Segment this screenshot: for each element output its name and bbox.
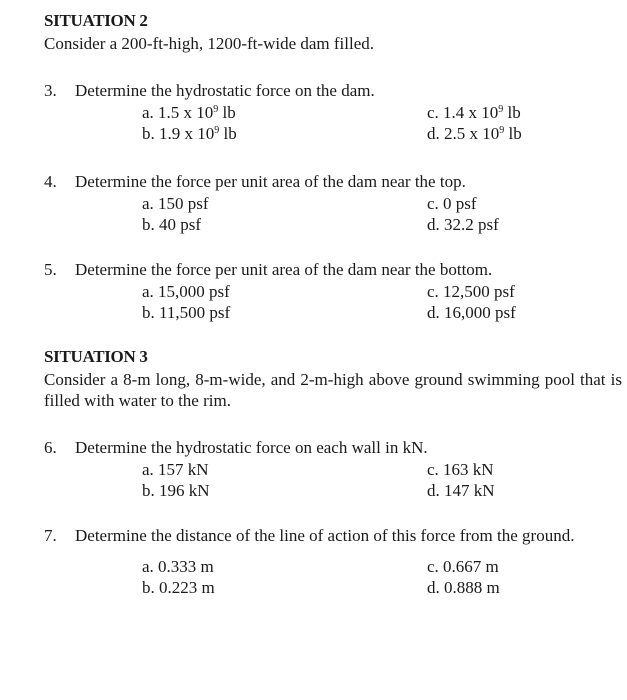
question-5-option-d[interactable]: d. 16,000 psf <box>427 303 516 322</box>
question-7-options <box>142 556 622 598</box>
situation-2-description: Consider a 200-ft-high, 1200-ft-wide dam filled. <box>44 34 375 53</box>
question-6-options <box>142 459 622 501</box>
question-4-text: Determine the force per unit area of the dam near the top. <box>75 172 466 191</box>
question-3 <box>44 80 622 144</box>
question-4-options <box>142 193 622 235</box>
question-6-text: Determine the hydrostatic force on each wall in kN. <box>75 438 428 457</box>
question-3-text: Determine the hydrostatic force on the dam. <box>75 81 375 100</box>
question-5-option-a[interactable]: a. 15,000 psf <box>142 282 230 301</box>
question-7-option-d[interactable]: d. 0.888 m <box>427 578 500 597</box>
question-5-option-c[interactable]: c. 12,500 psf <box>427 282 515 301</box>
situation-2-title: SITUATION 2 <box>44 11 148 30</box>
question-5-options <box>142 281 622 323</box>
question-6-option-d[interactable]: d. 147 kN <box>427 481 495 500</box>
question-6-option-b[interactable]: b. 196 kN <box>142 481 210 500</box>
question-4-option-c[interactable]: c. 0 psf <box>427 194 477 213</box>
question-5-number: 5. <box>44 260 57 279</box>
situation-2 <box>44 10 622 54</box>
question-3-number: 3. <box>44 81 57 100</box>
question-3-option-d[interactable]: d. 2.5 x $10^9$ lb <box>427 124 522 143</box>
question-6-option-a[interactable]: a. 157 kN <box>142 460 209 479</box>
question-3-options <box>142 102 622 144</box>
question-4-option-d[interactable]: d. 32.2 psf <box>427 215 499 234</box>
question-3-option-c[interactable]: c. 1.4 x $10^9$ lb <box>427 103 521 122</box>
question-4-number: 4. <box>44 172 57 191</box>
question-7-option-b[interactable]: b. 0.223 m <box>142 578 215 597</box>
question-7-number: 7. <box>44 526 57 545</box>
question-7 <box>44 525 622 598</box>
question-7-text: Determine the distance of the line of action of this force from the ground. <box>75 526 575 545</box>
situation-3-description: Consider a 8-m long, 8-m-wide, and 2-m-high above ground swimming pool that is filled with water to the rim. <box>44 370 622 410</box>
question-3-option-a[interactable]: a. 1.5 x $10^9$ lb <box>142 103 236 122</box>
situation-3-title: SITUATION 3 <box>44 347 148 366</box>
question-7-option-a[interactable]: a. 0.333 m <box>142 557 214 576</box>
question-6 <box>44 437 622 501</box>
question-7-option-c[interactable]: c. 0.667 m <box>427 557 499 576</box>
question-5-text: Determine the force per unit area of the dam near the bottom. <box>75 260 493 279</box>
question-3-option-b[interactable]: b. 1.9 x $10^9$ lb <box>142 124 237 143</box>
question-4-option-a[interactable]: a. 150 psf <box>142 194 209 213</box>
question-6-option-c[interactable]: c. 163 kN <box>427 460 494 479</box>
question-6-number: 6. <box>44 438 57 457</box>
situation-3 <box>44 346 622 411</box>
question-4-option-b[interactable]: b. 40 psf <box>142 215 202 234</box>
question-5 <box>44 259 622 323</box>
question-5-option-b[interactable]: b. 11,500 psf <box>142 303 231 322</box>
question-4 <box>44 171 622 235</box>
